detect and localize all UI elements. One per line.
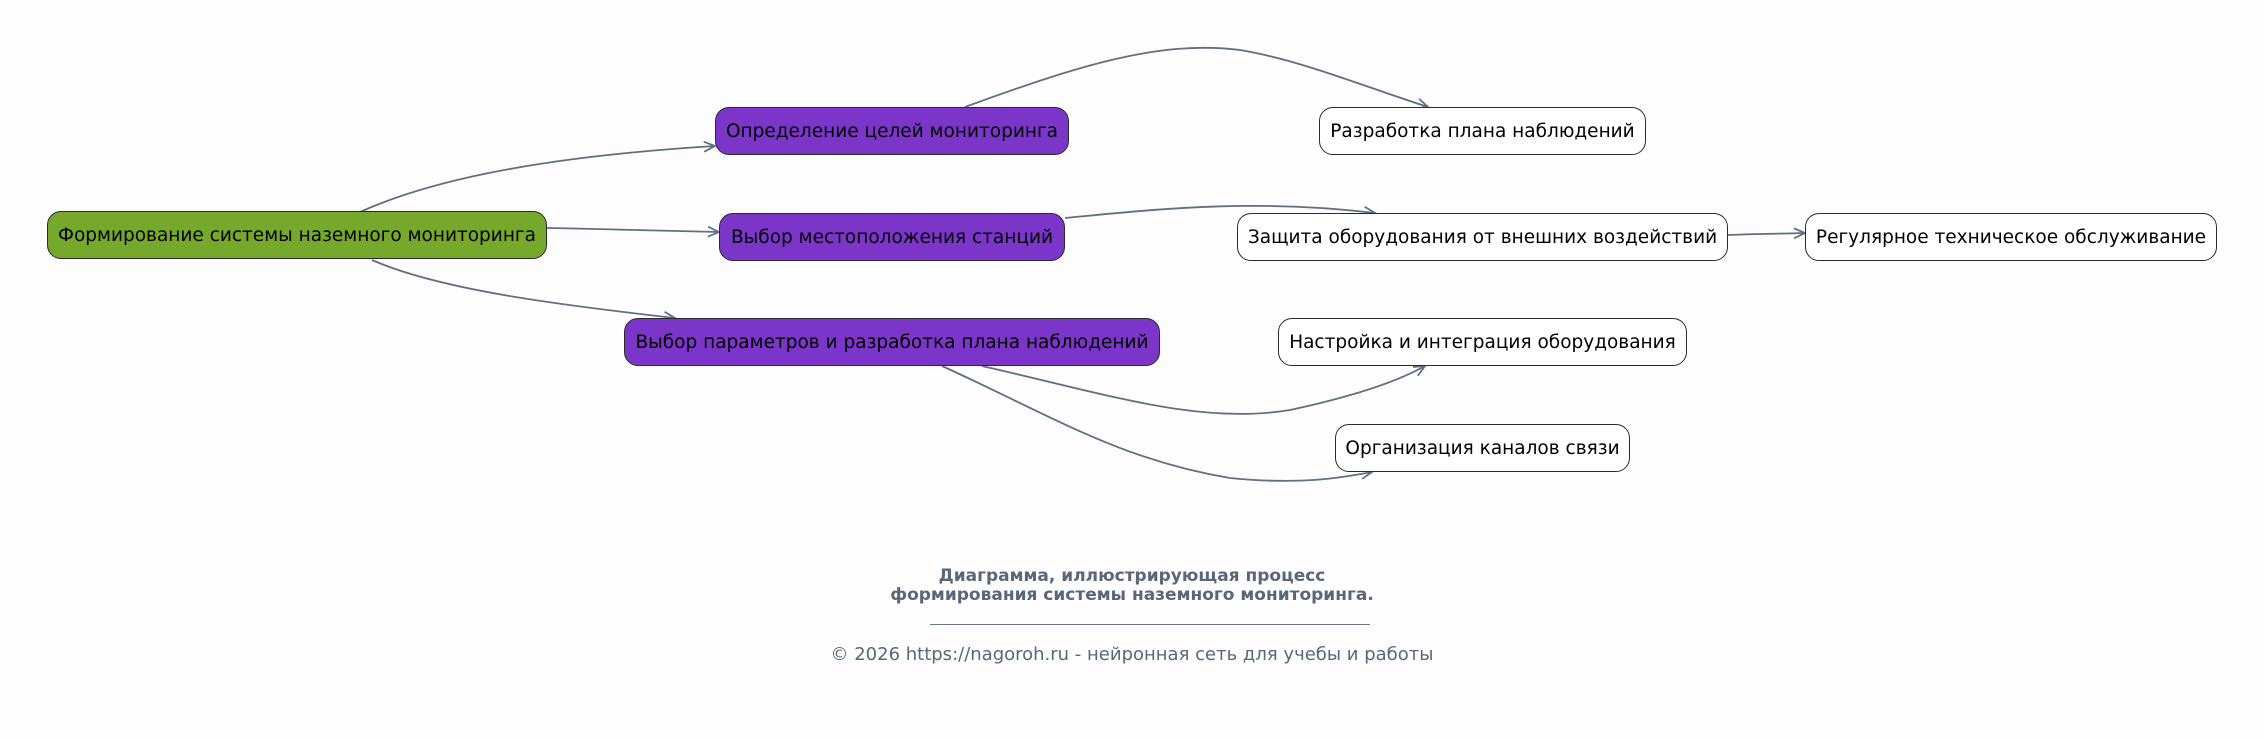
node-root: Формирование системы наземного мониторинга <box>47 211 547 259</box>
caption-divider <box>930 624 1370 625</box>
copyright-text: © 2026 https://nagoroh.ru - нейронная сеть для учебы и работы <box>830 644 1434 665</box>
edge-protection-to-maintenance <box>1728 233 1805 235</box>
node-params: Выбор параметров и разработка плана наблюдений <box>624 318 1160 366</box>
node-location: Выбор местоположения станций <box>719 213 1065 261</box>
caption-line-2: формирования системы наземного мониторинга. <box>890 585 1374 605</box>
edge-params-to-setup <box>982 366 1425 414</box>
edge-root-to-params <box>372 260 675 318</box>
edge-goals-to-plan <box>965 48 1428 107</box>
caption-title <box>0 567 2264 605</box>
node-goals: Определение целей мониторинга <box>715 107 1069 155</box>
node-plan: Разработка плана наблюдений <box>1319 107 1646 155</box>
edge-root-to-goals <box>360 146 715 212</box>
caption-line-1: Диаграмма, иллюстрирующая процесс <box>938 566 1326 586</box>
node-channels: Организация каналов связи <box>1335 424 1630 472</box>
node-maintenance: Регулярное техническое обслуживание <box>1805 213 2217 261</box>
edge-root-to-location <box>547 228 719 232</box>
edge-params-to-channels <box>942 366 1372 481</box>
node-protection: Защита оборудования от внешних воздействий <box>1237 213 1728 261</box>
node-setup: Настройка и интеграция оборудования <box>1278 318 1687 366</box>
